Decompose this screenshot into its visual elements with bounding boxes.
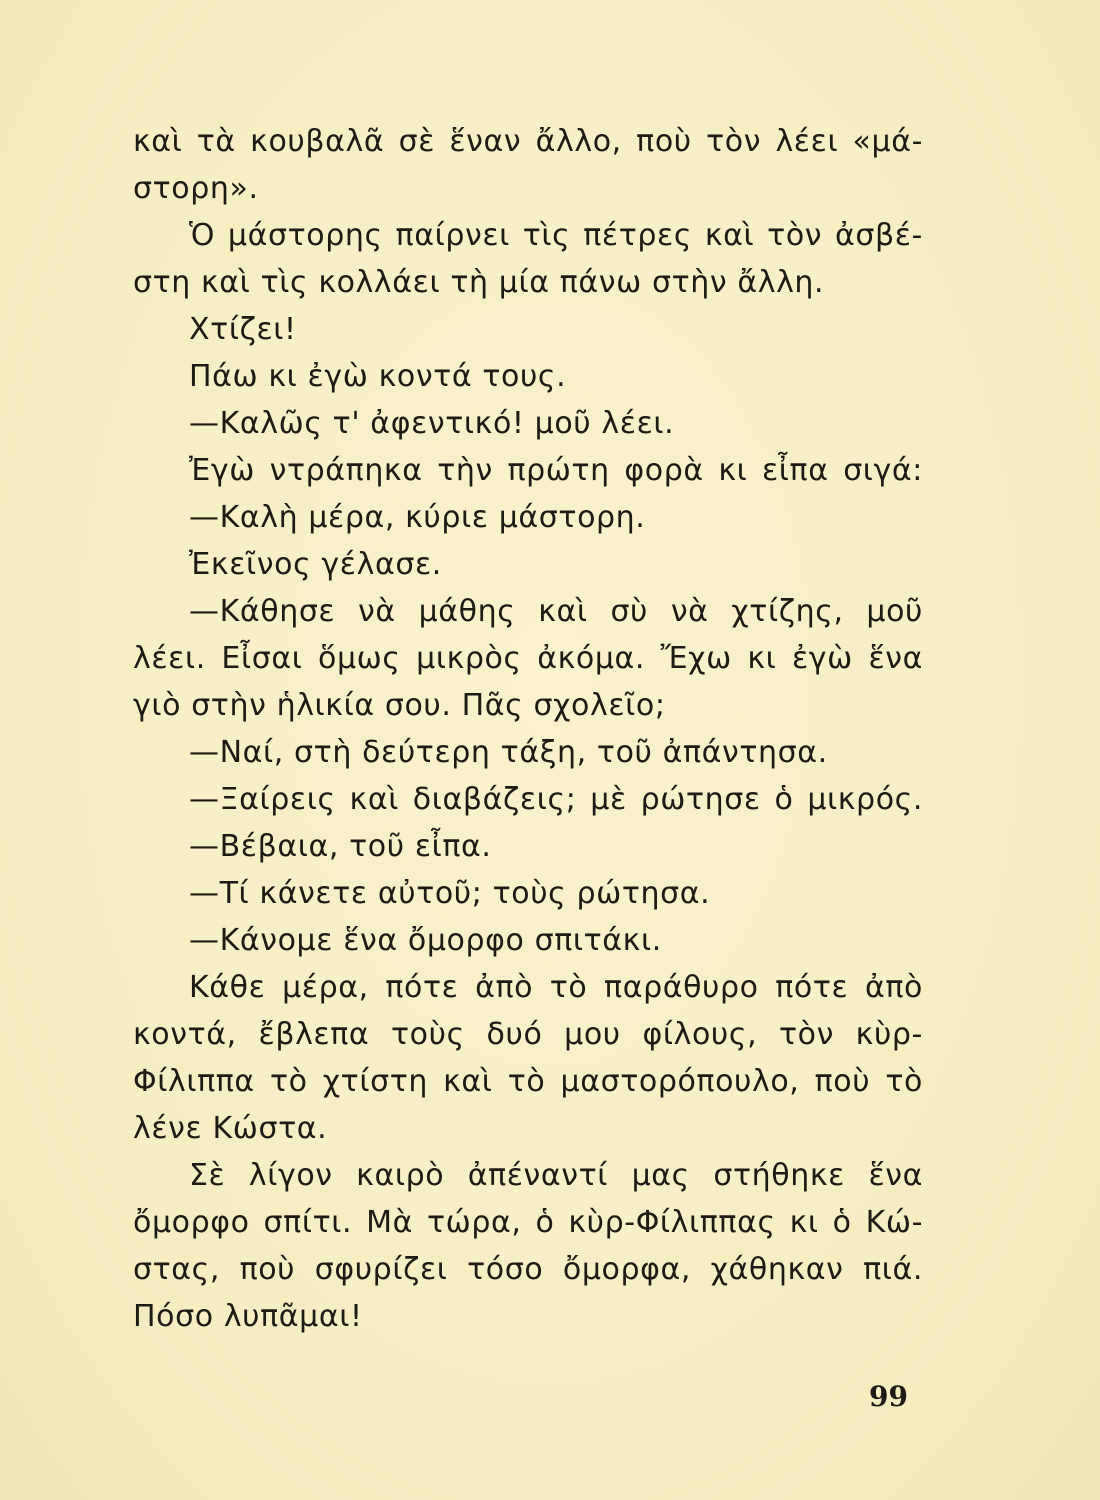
text-line: —Κάνομε ἕνα ὄμορφο σπιτάκι. — [189, 923, 662, 958]
text-line: —Ναί, στὴ δεύτερη τάξη, τοῦ ἀπάντησα. — [189, 735, 828, 770]
text-line: —Καλῶς τ' ἀφεντικό! μοῦ λέει. — [189, 406, 675, 441]
text-line: Πάω κι ἐγὼ κοντά τους. — [189, 359, 567, 394]
text-line: στορη». — [133, 171, 259, 206]
text-line: λέει. Εἶσαι ὅμως μικρὸς ἀκόμα. Ἔχω κι ἐγὼ ἕνα — [133, 641, 923, 676]
body-text — [133, 118, 923, 1340]
text-line: —Ξαίρεις καὶ διαβάζεις; μὲ ρώτησε ὁ μικρός. — [189, 782, 923, 817]
text-line: γιὸ στὴν ἡλικία σου. Πᾶς σχολεῖο; — [133, 688, 666, 723]
text-line: —Κάθησε νὰ μάθης καὶ σὺ νὰ χτίζης, μοῦ — [189, 594, 923, 629]
text-line: Πόσο λυπᾶμαι! — [133, 1299, 363, 1334]
text-line: Ἐκεῖνος γέλασε. — [189, 547, 442, 582]
text-line: Ἐγὼ ντράπηκα τὴν πρώτη φορὰ κι εἶπα σιγά: — [189, 453, 923, 488]
text-line: —Τί κάνετε αὐτοῦ; τοὺς ρώτησα. — [189, 876, 711, 911]
text-line: κοντά, ἔβλεπα τοὺς δυό μου φίλους, τὸν κὺρ- — [133, 1017, 923, 1052]
text-line: ὄμορφο σπίτι. Μὰ τώρα, ὁ κὺρ-Φίλιππας κι ὁ Κώ- — [133, 1205, 923, 1240]
text-line: Σὲ λίγον καιρὸ ἀπέναντί μας στήθηκε ἕνα — [189, 1158, 923, 1193]
text-line: Φίλιππα τὸ χτίστη καὶ τὸ μαστορόπουλο, ποὺ τὸ — [133, 1064, 923, 1099]
text-line: καὶ τὰ κουβαλᾶ σὲ ἕναν ἄλλο, ποὺ τὸν λέει «μά- — [133, 124, 923, 159]
text-line: στας, ποὺ σφυρίζει τόσο ὄμορφα, χάθηκαν πιά. — [133, 1252, 923, 1287]
text-line: —Βέβαια, τοῦ εἶπα. — [189, 829, 492, 864]
text-line: Ὁ μάστορης παίρνει τὶς πέτρες καὶ τὸν ἀσβέ- — [189, 218, 923, 253]
page-number: 99 — [869, 1380, 908, 1413]
text-line: Χτίζει! — [189, 312, 297, 347]
text-line: Κάθε μέρα, πότε ἀπὸ τὸ παράθυρο πότε ἀπὸ — [189, 970, 923, 1005]
text-line: λένε Κώστα. — [133, 1111, 328, 1146]
text-line: στη καὶ τὶς κολλάει τὴ μία πάνω στὴν ἄλλη. — [133, 265, 825, 300]
text-line: —Καλὴ μέρα, κύριε μάστορη. — [189, 500, 646, 535]
